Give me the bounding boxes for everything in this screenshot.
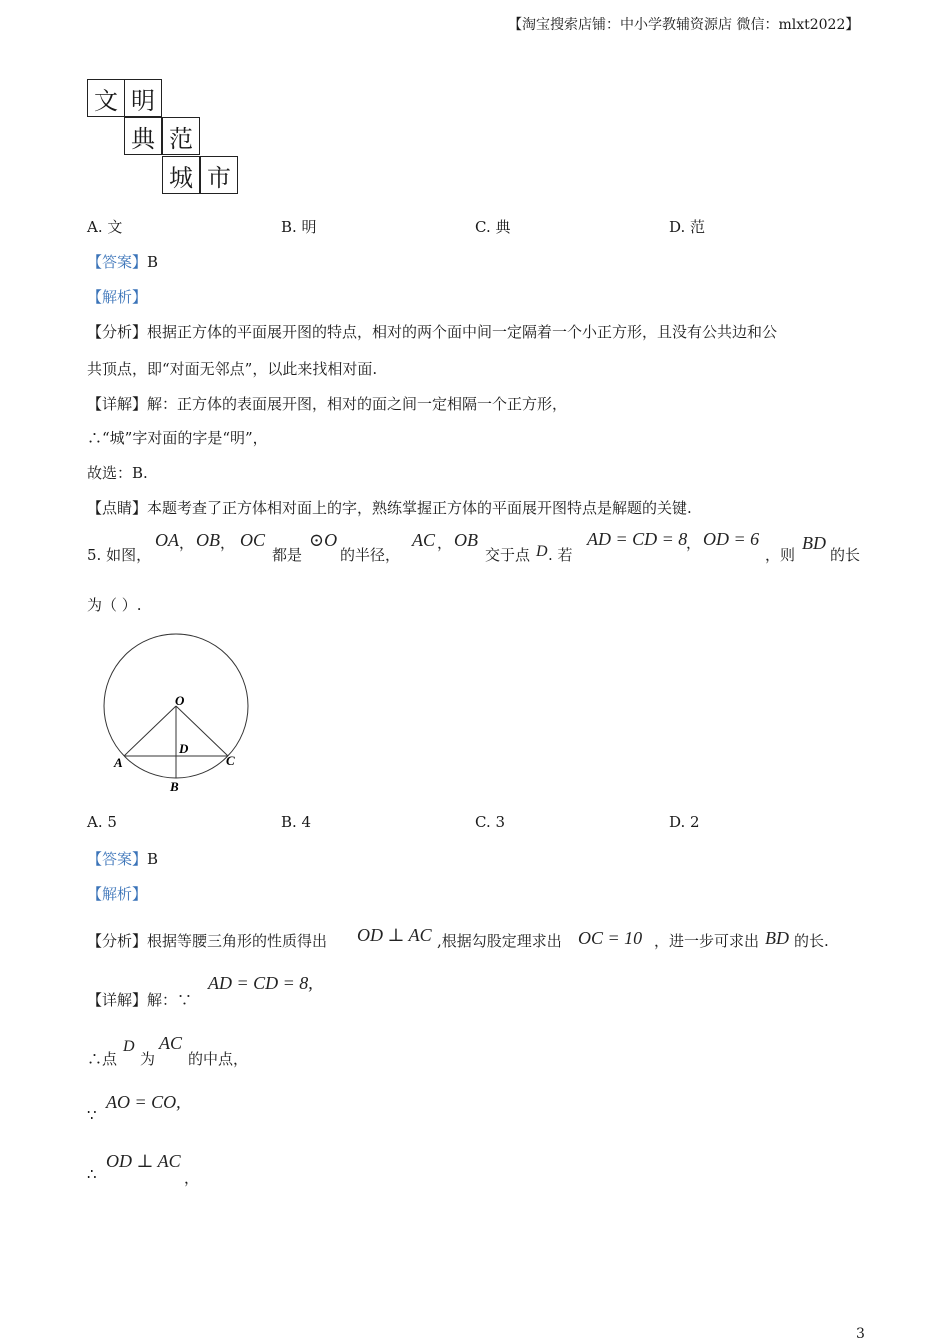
math-od: OD = 6: [703, 529, 760, 549]
q4-analysis-line1: 【分析】根据正方体的平面展开图的特点，相对的两个面中间一定隔着一个小正方形，且没有公共边和公: [87, 323, 778, 341]
q4-option-c: C. 典: [475, 218, 511, 236]
comma: ，: [220, 534, 236, 552]
math-bd: BD: [765, 928, 789, 948]
q4-option-b: B. 明: [281, 218, 317, 236]
math-ad-cd: AD = CD = 8: [587, 529, 688, 549]
math-ob: OB: [454, 530, 478, 550]
math-oa: OA: [155, 530, 179, 550]
q5-option-c: C. 3: [475, 813, 506, 831]
q4-option-a: A. 文: [87, 218, 123, 236]
analysis-text: 【分析】根据等腰三角形的性质得出: [87, 932, 328, 950]
q5-option-d: D. 2: [669, 813, 700, 831]
math-circle-o: ⊙O: [309, 530, 338, 550]
math-ad-cd: AD = CD = 8,: [208, 973, 313, 993]
analysis-text: ,根据勾股定理求出: [437, 932, 562, 950]
q4-detail-line2: ∴“城”字对面的字是“明”，: [87, 429, 268, 447]
net-cell: 城: [162, 156, 200, 194]
label-a: A: [114, 755, 123, 770]
q5-option-b: B. 4: [281, 813, 312, 831]
math-ac: AC: [412, 530, 436, 550]
analysis-text: ，进一步可求出: [654, 932, 760, 950]
stem-text: ，则: [765, 546, 796, 564]
stem-text: 的半径，: [340, 546, 401, 564]
net-cell: 范: [162, 117, 200, 155]
math-od-perp-ac: OD ⊥ AC: [357, 925, 432, 945]
q4-answer: [87, 251, 158, 272]
label-c: C: [226, 753, 235, 768]
stem-text: . 若: [548, 546, 573, 564]
comma: ，: [437, 534, 453, 552]
net-cell: 市: [200, 156, 238, 194]
math-d: D: [536, 543, 548, 560]
math-ao-co: AO = CO,: [106, 1092, 181, 1112]
detail-text: ∴点: [87, 1050, 118, 1068]
radius-oa: [124, 706, 176, 756]
label-o: O: [175, 693, 185, 708]
comma: ，: [686, 534, 702, 552]
stem-text: 都是: [272, 546, 303, 564]
answer-value: B: [147, 253, 159, 271]
label-b: B: [170, 779, 179, 794]
q4-comment: 【点睛】本题考查了正方体相对面上的字，熟练掌握正方体的平面展开图特点是解题的关键.: [87, 499, 692, 517]
q4-analysis-line2: 共顶点，即“对面无邻点”，以此来找相对面.: [87, 360, 378, 378]
answer-value: B: [147, 850, 159, 868]
answer-label: 【答案】: [87, 253, 148, 271]
detail-text: ∵: [87, 1106, 97, 1124]
stem-text: 交于点: [485, 546, 531, 564]
label-d: D: [179, 741, 189, 756]
page-header: 【淘宝搜索店铺：中小学教辅资源店 微信：mlxt2022】: [508, 17, 860, 33]
q5-stem-line2: 为（ ）.: [87, 596, 142, 614]
comma: ，: [179, 534, 195, 552]
math-oc: OC: [240, 530, 266, 550]
math-bd: BD: [802, 533, 826, 553]
math-od-perp-ac: OD ⊥ AC: [106, 1151, 181, 1171]
analysis-text: 的长.: [794, 932, 829, 950]
detail-text: ，: [184, 1169, 200, 1187]
answer-label: 【答案】: [87, 850, 148, 868]
circle-figure: [95, 628, 265, 798]
q5-jiexi-label: 【解析】: [87, 885, 148, 903]
net-cell: 文: [87, 79, 125, 117]
q5-option-a: A. 5: [87, 813, 117, 831]
page-number: 3: [856, 1326, 865, 1342]
detail-text: 【详解】解：∵: [87, 991, 193, 1009]
q4-option-d: D. 范: [669, 218, 706, 236]
math-oc-10: OC = 10: [578, 928, 643, 948]
math-d: D: [123, 1038, 135, 1055]
stem-text: 的长: [830, 546, 861, 564]
q4-detail-line1: 【详解】解：正方体的表面展开图，相对的面之间一定相隔一个正方形，: [87, 395, 568, 413]
detail-text: 为: [140, 1050, 156, 1068]
net-cell: 明: [124, 79, 162, 117]
net-cell: 典: [124, 117, 162, 155]
q4-detail-line3: 故选：B.: [87, 464, 148, 482]
detail-text: ∴: [87, 1165, 97, 1183]
detail-text: 的中点，: [188, 1050, 249, 1068]
q4-jiexi-label: 【解析】: [87, 288, 148, 306]
math-ob: OB: [196, 530, 220, 550]
q5-answer: [87, 848, 158, 869]
q5-number: 5. 如图，: [87, 546, 152, 564]
math-ac: AC: [159, 1033, 183, 1053]
